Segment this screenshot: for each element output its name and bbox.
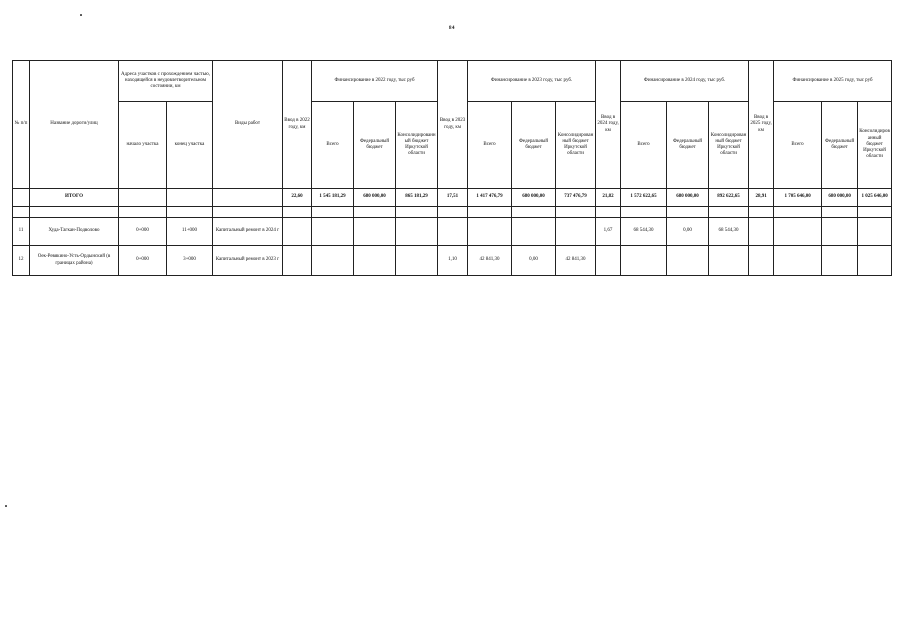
table-cell: [556, 207, 596, 218]
total-sum-2023: 1 417 476,79: [468, 189, 512, 207]
total-federal-2024: 680 000,00: [667, 189, 709, 207]
header-work-type: Виды работ: [213, 61, 283, 189]
header-total-2025: Всего: [774, 102, 822, 189]
header-federal-2023: Федеральный бюджет: [512, 102, 556, 189]
page-number: 84: [449, 26, 455, 31]
header-address-group: Адреса участков с прохождением частью, находящейся в неудовлетворительном состоянии, км: [119, 61, 213, 102]
table-cell: [354, 246, 396, 276]
header-road: Название дороги/улиц: [30, 61, 119, 189]
sum-2023: 42 841,30: [468, 246, 512, 276]
table-cell: [621, 207, 667, 218]
table-cell: [822, 246, 858, 276]
header-num: № п/п: [13, 61, 30, 189]
header-finance-2023: Финансирование в 2023 году, тыс руб.: [468, 61, 596, 102]
road-name: Худа-Тагкан-Подволово: [30, 218, 119, 246]
table-cell: [213, 207, 283, 218]
length-2024: 1,67: [596, 218, 621, 246]
table-cell: [438, 207, 468, 218]
table-cell: [556, 218, 596, 246]
total-regional-2025: 1 025 646,00: [858, 189, 892, 207]
table-cell: [858, 218, 892, 246]
total-length-2023: 17,51: [438, 189, 468, 207]
total-regional-2024: 892 622,65: [709, 189, 749, 207]
table-cell: [774, 207, 822, 218]
section-end: 11+000: [167, 218, 213, 246]
road-name: Оек-Ревякино-Усть-Ордынский (в границах района): [30, 246, 119, 276]
table-cell: [396, 218, 438, 246]
work-type: Капитальный ремонт в 2024 г: [213, 218, 283, 246]
header-address-start: начало участка: [119, 102, 167, 189]
length-2023: 1,10: [438, 246, 468, 276]
table-cell: [512, 218, 556, 246]
table-cell: [13, 207, 30, 218]
table-cell: [667, 246, 709, 276]
header-total-2023: Всего: [468, 102, 512, 189]
table-cell: [709, 207, 749, 218]
section-start: 0+000: [119, 218, 167, 246]
total-regional-2022: 865 181,29: [396, 189, 438, 207]
total-length-2025: 28,91: [749, 189, 774, 207]
header-regional-2023: Консолидированный бюджет Иркутской области: [556, 102, 596, 189]
table-cell: [396, 207, 438, 218]
header-regional-2024: Консолидированный бюджет Иркутской области: [709, 102, 749, 189]
federal-2024: 0,00: [667, 218, 709, 246]
table-cell: [438, 218, 468, 246]
header-length-2024: Ввод в 2024 году, км: [596, 61, 621, 189]
table-cell: [30, 207, 119, 218]
table-cell: [283, 207, 312, 218]
regional-2024: 68 544,30: [709, 218, 749, 246]
table-cell: [858, 246, 892, 276]
table-cell: [468, 207, 512, 218]
table-cell: [119, 189, 167, 207]
header-federal-2022: Федеральный бюджет: [354, 102, 396, 189]
header-total-2024: Всего: [621, 102, 667, 189]
header-length-2025: Ввод в 2025 году, км: [749, 61, 774, 189]
total-label: ИТОГО: [30, 189, 119, 207]
table-cell: [596, 207, 621, 218]
table-cell: [512, 207, 556, 218]
table-cell: [396, 246, 438, 276]
table-cell: [283, 218, 312, 246]
table-cell: [354, 218, 396, 246]
table-cell: [749, 218, 774, 246]
table-cell: [774, 218, 822, 246]
spacer-row: [13, 207, 892, 218]
federal-2023: 0,00: [512, 246, 556, 276]
table-cell: [312, 246, 354, 276]
total-length-2022: 22,60: [283, 189, 312, 207]
table-cell: [822, 207, 858, 218]
table-cell: [596, 246, 621, 276]
header-finance-2024: Финансирование в 2024 году, тыс руб.: [621, 61, 749, 102]
table-row: [13, 246, 892, 276]
table-cell: [312, 207, 354, 218]
header-federal-2024: Федеральный бюджет: [667, 102, 709, 189]
row-num: 12: [13, 246, 30, 276]
roads-financing-table: [12, 60, 892, 276]
header-length-2023: Ввод в 2023 году, км: [438, 61, 468, 189]
total-regional-2023: 737 476,79: [556, 189, 596, 207]
table-cell: [621, 246, 667, 276]
total-sum-2025: 1 705 646,00: [774, 189, 822, 207]
row-num: 11: [13, 218, 30, 246]
table-cell: [13, 189, 30, 207]
table-cell: [822, 218, 858, 246]
table-cell: [749, 207, 774, 218]
header-length-2022: Ввод в 2022 году, км: [283, 61, 312, 189]
header-address-end: конец участка: [167, 102, 213, 189]
section-start: 0+000: [119, 246, 167, 276]
section-end: 3+000: [167, 246, 213, 276]
sum-2024: 68 544,30: [621, 218, 667, 246]
total-federal-2022: 680 000,00: [354, 189, 396, 207]
total-federal-2023: 680 000,00: [512, 189, 556, 207]
table-cell: [667, 207, 709, 218]
table-cell: [213, 189, 283, 207]
work-type: Капитальный ремонт в 2023 г: [213, 246, 283, 276]
total-length-2024: 21,82: [596, 189, 621, 207]
table-cell: [749, 246, 774, 276]
table-cell: [858, 207, 892, 218]
regional-2023: 42 841,30: [556, 246, 596, 276]
table-cell: [283, 246, 312, 276]
header-finance-2022: Финансирование в 2022 году, тыс руб: [312, 61, 438, 102]
header-total-2022: Всего: [312, 102, 354, 189]
header-row-top: [13, 61, 892, 102]
table-row: [13, 218, 892, 246]
table-cell: [774, 246, 822, 276]
table-cell: [354, 207, 396, 218]
table-cell: [167, 189, 213, 207]
total-row: [13, 189, 892, 207]
header-regional-2025: Консолидированный бюджет Иркутской области: [858, 102, 892, 189]
scan-speck-left: [5, 505, 7, 507]
table-cell: [468, 218, 512, 246]
header-federal-2025: Федеральный бюджет: [822, 102, 858, 189]
table-cell: [167, 207, 213, 218]
table-cell: [709, 246, 749, 276]
total-federal-2025: 680 000,00: [822, 189, 858, 207]
scan-speck-top: [80, 14, 82, 16]
total-sum-2024: 1 572 622,65: [621, 189, 667, 207]
table-cell: [119, 207, 167, 218]
header-finance-2025: Финансирование в 2025 году, тыс руб: [774, 61, 892, 102]
header-regional-2022: Консолидированный бюджет Иркутской области: [396, 102, 438, 189]
table-cell: [312, 218, 354, 246]
total-sum-2022: 1 545 181,29: [312, 189, 354, 207]
